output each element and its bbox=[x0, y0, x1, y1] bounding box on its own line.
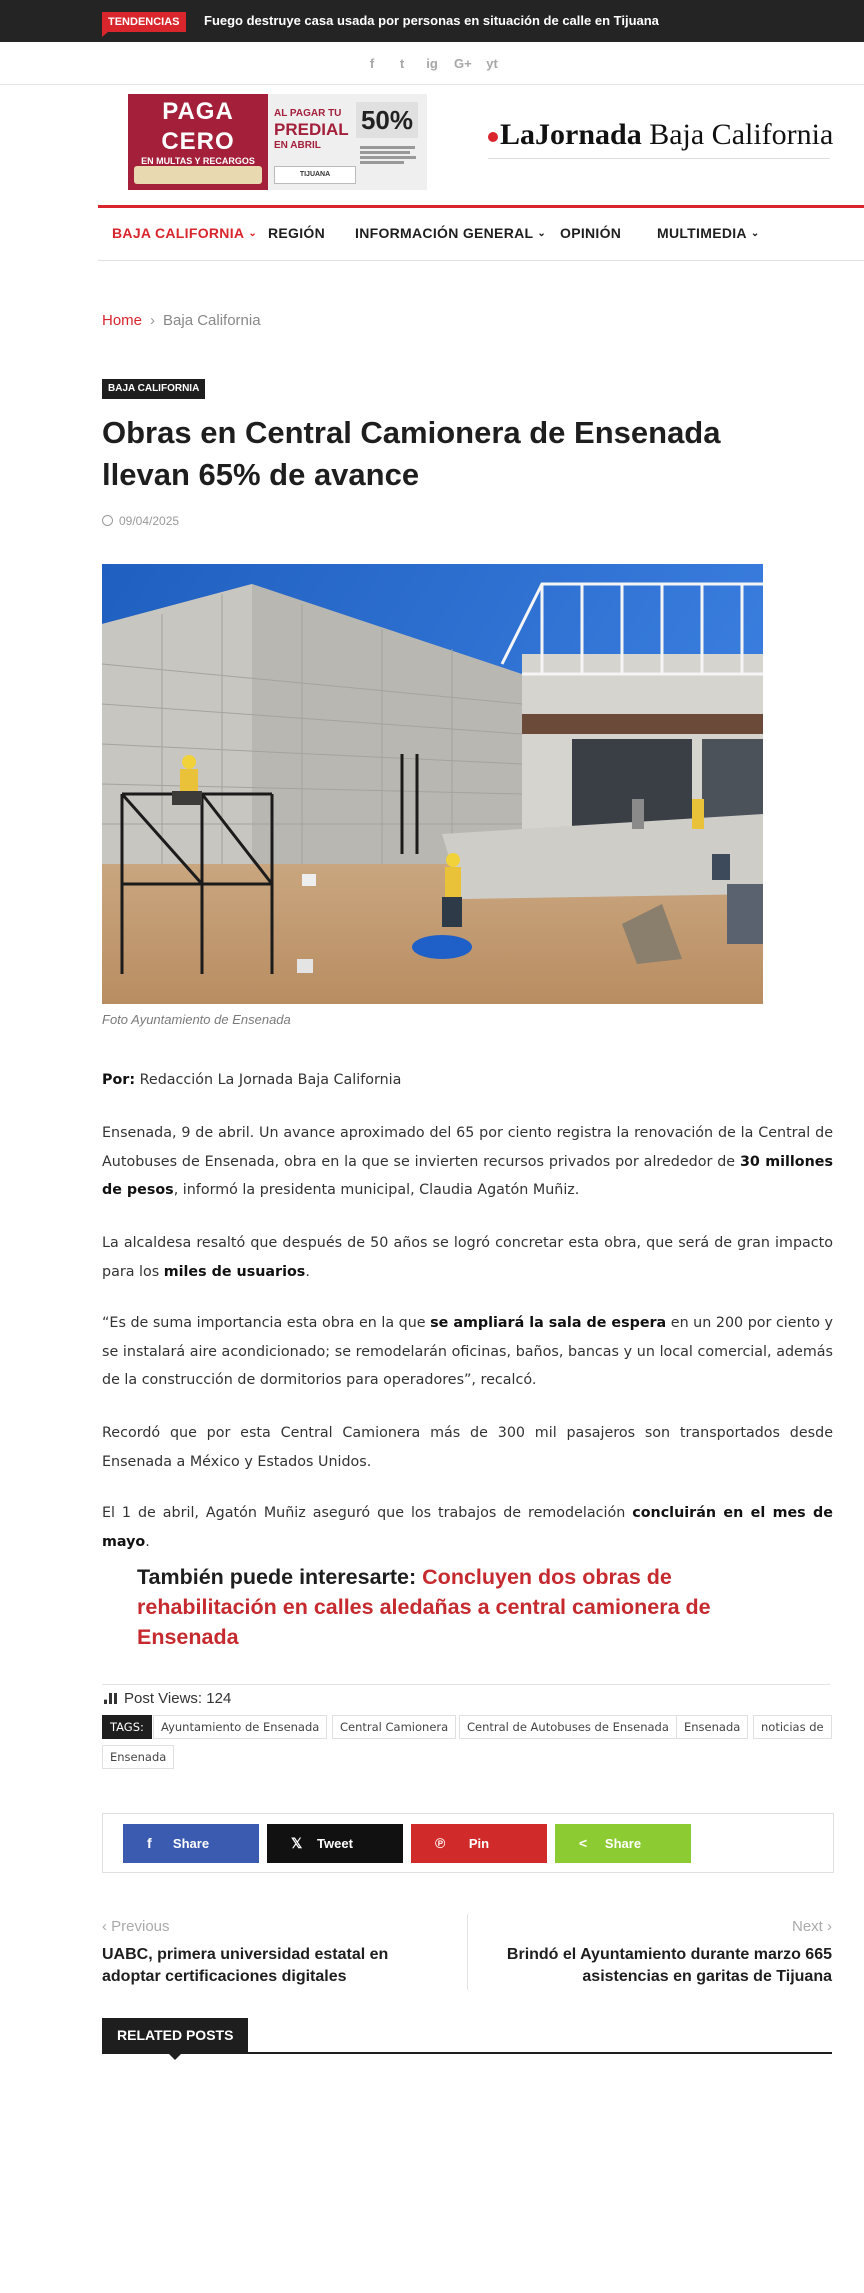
pinterest-share-button[interactable] bbox=[411, 1824, 547, 1863]
share-button-label: Tweet bbox=[317, 1836, 353, 1851]
header-ad-banner[interactable] bbox=[128, 94, 427, 190]
chevron-down-icon: ⌄ bbox=[248, 228, 257, 239]
byline bbox=[102, 1066, 833, 1095]
nav-item-label: REGIÓN bbox=[268, 225, 326, 241]
tags-label: TAGS: bbox=[102, 1715, 152, 1739]
post-nav-divider bbox=[467, 1914, 468, 1990]
x-icon: 𝕏 bbox=[291, 1835, 303, 1851]
previous-post-title[interactable]: UABC, primera universidad estatal en adoptar certificaciones digitales bbox=[102, 1946, 389, 1985]
google-plus-icon[interactable]: G+ bbox=[454, 55, 472, 71]
tag-link[interactable]: Central de Autobuses de Ensenada bbox=[459, 1715, 677, 1739]
share-button-label: Pin bbox=[468, 1836, 490, 1851]
paragraph-1 bbox=[102, 1119, 833, 1205]
paragraph-2 bbox=[102, 1229, 833, 1286]
also-read-label: También puede interesarte: bbox=[137, 1565, 423, 1589]
tag-link[interactable]: Ayuntamiento de Ensenada bbox=[153, 1715, 327, 1739]
trending-badge: TENDENCIAS bbox=[102, 12, 186, 32]
chevron-down-icon: ⌄ bbox=[750, 228, 760, 239]
nav-item-region[interactable] bbox=[268, 225, 325, 241]
next-post-title[interactable]: Brindó el Ayuntamiento durante marzo 665 asistencias en garitas de Tijuana bbox=[506, 1946, 832, 1985]
paragraph-2-bold: miles de usuarios bbox=[163, 1263, 306, 1280]
paragraph-5 bbox=[102, 1499, 833, 1556]
photo-caption: Foto Ayuntamiento de Ensenada bbox=[102, 1012, 291, 1027]
byline-label: Por: bbox=[102, 1072, 136, 1088]
twitter-icon[interactable]: t bbox=[399, 55, 405, 71]
post-views-label: Post Views: bbox=[124, 1690, 207, 1707]
paragraph-3-bold: se ampliará la sala de espera bbox=[430, 1315, 667, 1331]
trending-headline-link[interactable]: Fuego destruye casa usada por personas en situación de calle en Tijuana bbox=[204, 13, 659, 28]
divider bbox=[102, 1684, 830, 1685]
ad-small-text: EN MULTAS Y RECARGOS bbox=[141, 156, 255, 166]
ad-fine-print bbox=[360, 144, 420, 166]
breadcrumb bbox=[102, 312, 261, 329]
nav-item-opinion[interactable] bbox=[560, 225, 621, 241]
tag-link[interactable]: Central Camionera bbox=[332, 1715, 456, 1739]
social-links bbox=[0, 42, 864, 85]
paragraph-1-end: , informó la presidenta municipal, Claudia Agatón Muñiz. bbox=[173, 1182, 580, 1198]
breadcrumb-current: Baja California bbox=[163, 312, 261, 329]
youtube-icon[interactable]: yt bbox=[486, 55, 498, 71]
clock-icon bbox=[102, 515, 113, 526]
category-badge[interactable]: BAJA CALIFORNIA bbox=[102, 379, 205, 399]
ad-line-3: EN ABRIL bbox=[274, 140, 321, 151]
also-read-link[interactable]: Concluyen dos obras de rehabilitación en calles aledañas a central camionera de Ensenada bbox=[137, 1565, 711, 1649]
nav-item-informacion-general[interactable] bbox=[355, 225, 546, 241]
paragraph-4: Recordó que por esta Central Camionera más de 300 mil pasajeros son transportados desde Ensenada a México y Estados Unidos. bbox=[102, 1425, 833, 1470]
breadcrumb-home-link[interactable]: Home bbox=[102, 312, 143, 329]
related-posts-header bbox=[102, 2018, 832, 2054]
paragraph-2-text: La alcaldesa resaltó que después de 50 años se logró concretar esta obra, que será de gran impacto para los bbox=[102, 1235, 833, 1280]
instagram-icon[interactable]: ig bbox=[426, 55, 438, 71]
post-views bbox=[104, 1690, 231, 1707]
bar-chart-icon bbox=[104, 1693, 118, 1704]
tag-link[interactable]: Ensenada bbox=[676, 1715, 748, 1739]
nav-item-label: BAJA CALIFORNIA bbox=[112, 225, 245, 241]
logo-dot-icon bbox=[488, 132, 498, 142]
ad-line-1: AL PAGAR TU bbox=[274, 108, 342, 119]
ad-big-text-2: CERO bbox=[161, 128, 235, 155]
trending-bar bbox=[0, 0, 864, 42]
post-views-count: 124 bbox=[206, 1690, 232, 1707]
article-date bbox=[102, 514, 179, 528]
paragraph-1-bold: 30 millones de pesos bbox=[102, 1153, 833, 1198]
paragraph-1-text: Ensenada, 9 de abril. Un avance aproximado del 65 por ciento registra la renovación de la Central de Autobuses de Ensenada, obra en la que se invierten recursos privados por alrededor de bbox=[102, 1125, 833, 1170]
main-navigation bbox=[98, 205, 864, 261]
nav-item-label: INFORMACIÓN GENERAL bbox=[355, 225, 534, 241]
twitter-share-button[interactable] bbox=[267, 1824, 403, 1863]
article-title: Obras en Central Camionera de Ensenada llevan 65% de avance bbox=[102, 415, 721, 492]
ad-big-text-1: PAGA bbox=[162, 98, 234, 125]
paragraph-3-end: en un 200 por ciento y se instalará aire acondicionado; se remodelarán oficinas, baños, bancas y un local comercial, además de la construcción de dormitorios para operadores”, recalcó. bbox=[102, 1315, 833, 1388]
site-logo[interactable] bbox=[488, 118, 834, 159]
byline-text: Redacción La Jornada Baja California bbox=[135, 1072, 402, 1088]
facebook-icon[interactable]: f bbox=[369, 55, 375, 71]
featured-photo bbox=[102, 564, 763, 1004]
ad-seal-logo: TIJUANA bbox=[274, 166, 356, 184]
tag-link[interactable]: Ensenada bbox=[102, 1745, 174, 1769]
generic-share-button[interactable] bbox=[555, 1824, 691, 1863]
ad-left-panel bbox=[128, 94, 268, 190]
ad-line-2: PREDIAL bbox=[274, 120, 349, 139]
paragraph-3-text: “Es de suma importancia esta obra en la que bbox=[102, 1315, 431, 1331]
also-read-block bbox=[137, 1562, 777, 1652]
ad-right-panel bbox=[268, 94, 427, 190]
paragraph-5-end: . bbox=[145, 1533, 150, 1550]
share-buttons bbox=[102, 1813, 834, 1873]
share-button-label: Share bbox=[172, 1836, 210, 1851]
paragraph-2-end: . bbox=[305, 1263, 310, 1280]
article-date-text: 09/04/2025 bbox=[119, 514, 180, 528]
facebook-icon: f bbox=[147, 1835, 152, 1851]
facebook-share-button[interactable] bbox=[123, 1824, 259, 1863]
logo-part-2: Baja California bbox=[641, 118, 834, 151]
nav-item-baja-california[interactable] bbox=[112, 225, 257, 241]
breadcrumb-separator: › bbox=[150, 312, 156, 329]
nav-item-label: OPINIÓN bbox=[560, 225, 622, 241]
nav-item-label: MULTIMEDIA bbox=[657, 225, 747, 241]
nav-item-multimedia[interactable] bbox=[657, 225, 760, 241]
share-icon: < bbox=[579, 1835, 588, 1851]
related-posts-title: RELATED POSTS bbox=[102, 2018, 248, 2052]
paragraph-5-text: El 1 de abril, Agatón Muñiz aseguró que los trabajos de remodelación bbox=[102, 1505, 633, 1521]
paragraph-5-bold: concluirán en el mes de mayo bbox=[102, 1505, 833, 1550]
ad-percent: 50% bbox=[356, 102, 418, 138]
construction-photo-illustration bbox=[102, 564, 763, 1004]
pinterest-icon: ℗ bbox=[435, 1835, 446, 1851]
chevron-down-icon: ⌄ bbox=[537, 228, 547, 239]
previous-post-link[interactable]: ‹ Previous bbox=[102, 1918, 170, 1935]
share-button-label: Share bbox=[604, 1836, 642, 1851]
tag-link[interactable]: noticias de bbox=[753, 1715, 832, 1739]
ad-decorative-bar bbox=[134, 166, 262, 184]
logo-part-1: LaJornada bbox=[500, 118, 642, 151]
next-post-link[interactable]: Next › bbox=[791, 1918, 832, 1935]
paragraph-3 bbox=[102, 1309, 833, 1395]
